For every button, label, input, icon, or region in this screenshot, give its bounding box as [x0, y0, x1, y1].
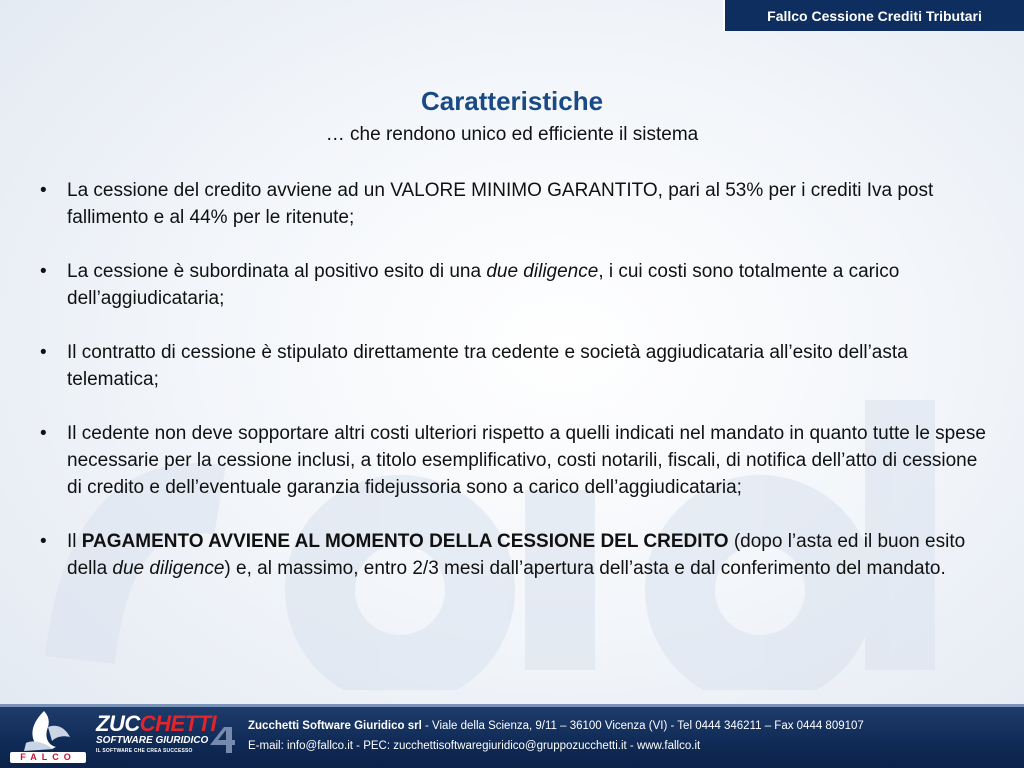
- bullet-text: [67, 528, 990, 582]
- bullet-item: [0, 420, 1024, 501]
- bullet-symbol: •: [40, 342, 47, 363]
- bullet-emphasis: due diligence: [486, 261, 599, 282]
- bullet-text-part: La cessione è subordinata al positivo esito di una: [67, 261, 487, 282]
- zucchetti-name-red: CHETTI: [139, 711, 217, 736]
- zucchetti-logo-subtitle: SOFTWARE GIURIDICO: [96, 735, 209, 746]
- bullet-text: Il contratto di cessione è stipulato direttamente tra cedente e società aggiudicataria all’esito dell’asta telematica;: [67, 342, 908, 390]
- bullet-list: [0, 177, 1024, 609]
- bullet-strong: PAGAMENTO AVVIENE AL MOMENTO DELLA CESSIONE DEL CREDITO: [81, 531, 729, 552]
- footer-company-name: Zucchetti Software Giuridico srl: [248, 720, 422, 732]
- bullet-text-part: Il: [67, 531, 82, 552]
- falcon-icon: [4, 707, 84, 757]
- footer-bar: [0, 704, 1024, 768]
- footer-address: - Viale della Scienza, 9/11 – 36100 Vicenza (VI) - Tel 0444 346211 – Fax 0444 809107: [421, 720, 864, 732]
- bullet-text: La cessione del credito avviene ad un VALORE MINIMO GARANTITO, pari al 53% per i crediti Iva post fallimento e al 44% per le ritenute;: [67, 180, 934, 228]
- header-tab-label: Fallco Cessione Crediti Tributari: [767, 7, 982, 24]
- footer-contact-line: E-mail: info@fallco.it - PEC: zucchettisoftwaregiuridico@gruppozucchetti.it - www.fallco.it: [248, 740, 701, 752]
- bullet-text: Il cedente non deve sopportare altri costi ulteriori rispetto a quelli indicati nel mandato in quanto tutte le spese necessarie per la cessione inclusi, a titolo esemplificativo, costi notarili, fiscali, di notifica dell’atto di cessione di credito e dell’eventuale garanzia fidejussoria sono a carico dell’aggiudicataria;: [67, 423, 986, 498]
- falco-logo: [4, 707, 84, 767]
- slide-subtitle: … che rendono unico ed efficiente il sistema: [325, 124, 699, 145]
- bullet-text-part: ) e, al massimo, entro 2/3 mesi dall’apertura dell’asta e dal conferimento del mandato.: [224, 558, 946, 579]
- bullet-text: [67, 258, 990, 312]
- bullet-symbol: •: [40, 423, 47, 444]
- bullet-text-part: (dopo l’asta ed il buon esito della: [67, 531, 966, 579]
- bullet-item: [0, 339, 1024, 393]
- bullet-symbol: •: [40, 180, 47, 201]
- bullet-item: [0, 177, 1024, 231]
- falco-logo-text: FALCO: [10, 752, 86, 763]
- zucchetti-mark-icon: [206, 725, 236, 755]
- footer-address-line: [248, 720, 864, 732]
- slide-title: Caratteristiche: [420, 86, 604, 116]
- zucchetti-logo-tagline: IL SOFTWARE CHE CREA SUCCESSO: [96, 748, 193, 754]
- header-tab: [723, 0, 1024, 31]
- bullet-item: [0, 258, 1024, 312]
- bullet-emphasis: due diligence: [112, 558, 225, 579]
- bullet-symbol: •: [40, 261, 47, 282]
- bullet-text-part: , i cui costi sono totalmente a carico dell’aggiudicataria;: [67, 261, 900, 309]
- zucchetti-name-white: ZUC: [96, 711, 140, 736]
- bullet-item: [0, 528, 1024, 582]
- bullet-symbol: •: [40, 531, 47, 552]
